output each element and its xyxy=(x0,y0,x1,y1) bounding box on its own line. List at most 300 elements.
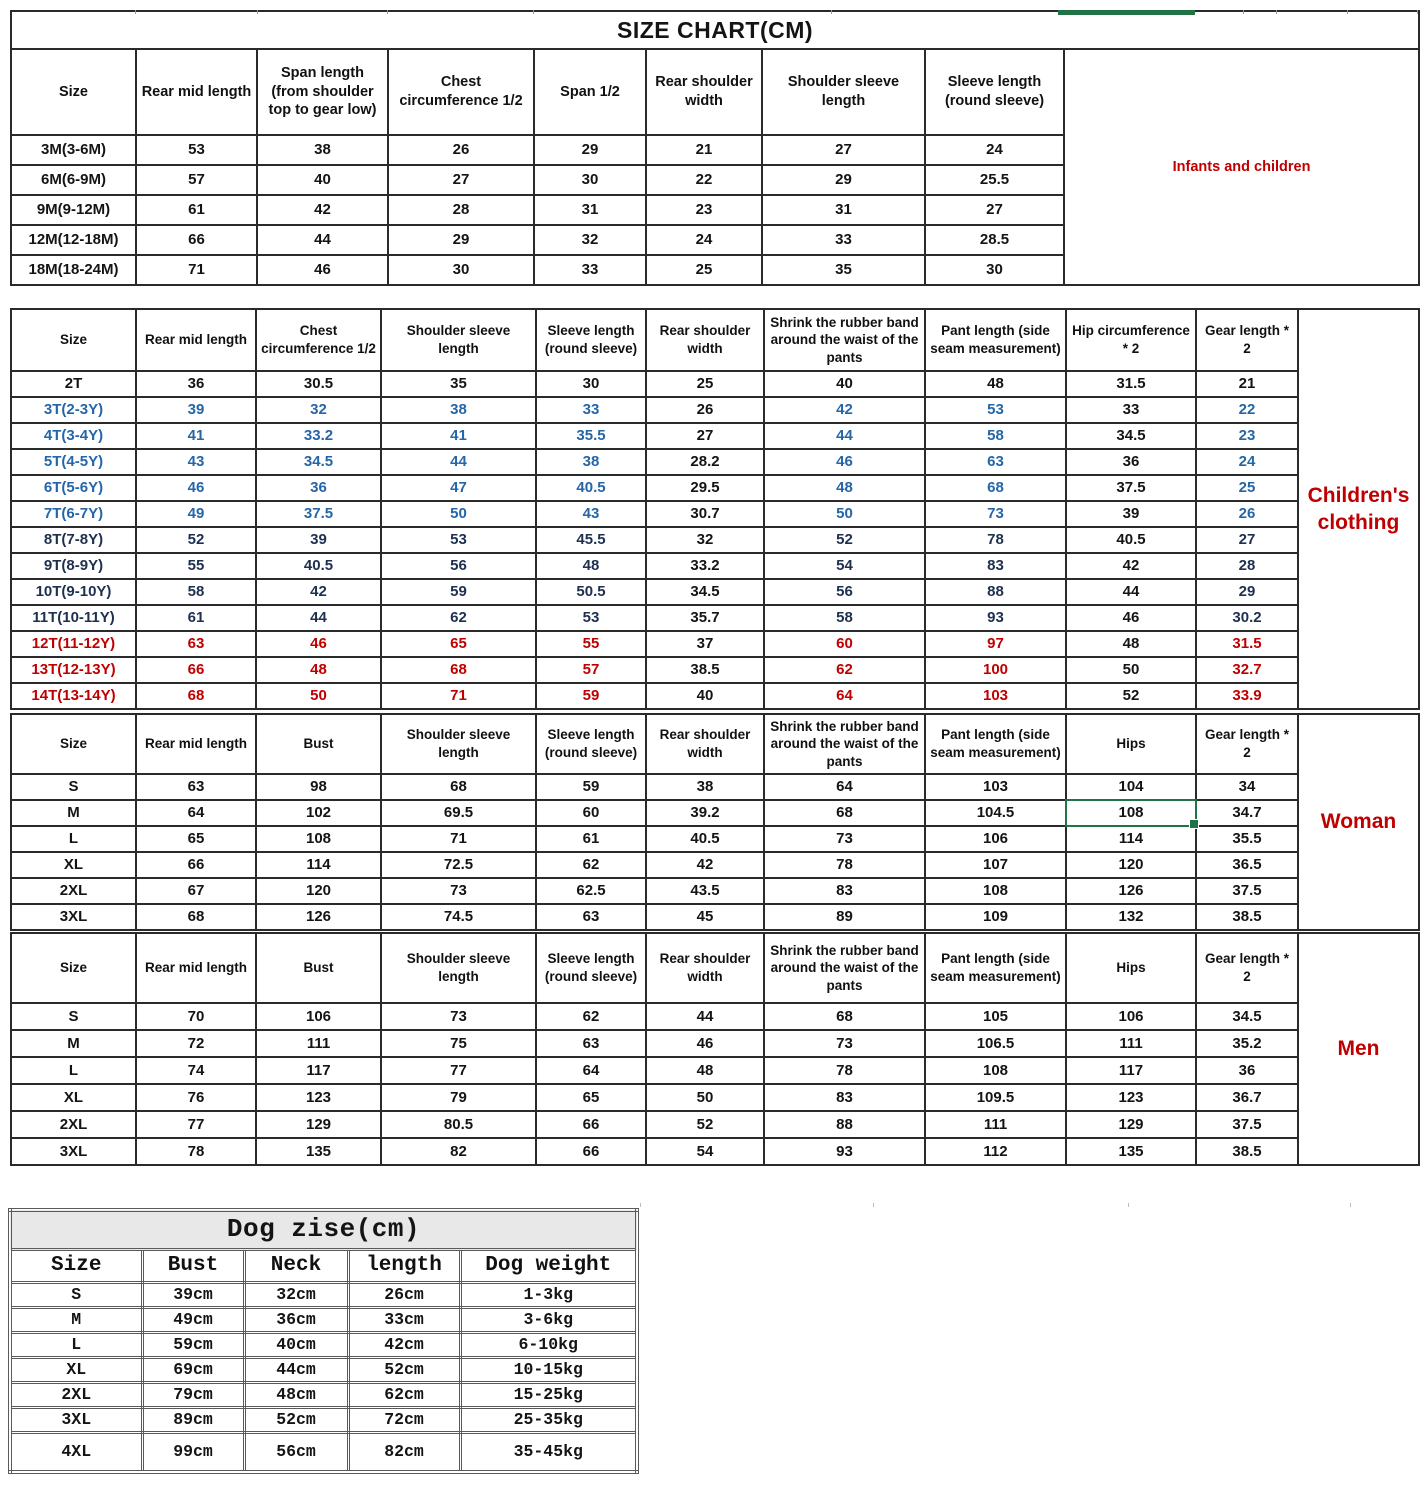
gridline-stub xyxy=(873,1203,874,1207)
column-header: Bust xyxy=(256,933,381,1003)
column-header: Pant length (side seam measurement) xyxy=(925,714,1066,774)
value-cell: 40 xyxy=(646,683,764,709)
value-cell: 23 xyxy=(646,195,762,225)
row-size-label: S xyxy=(10,1283,142,1308)
table-row xyxy=(11,371,1419,397)
column-header: Rear shoulder width xyxy=(646,49,762,135)
value-cell: 57 xyxy=(536,657,646,683)
value-cell: 82 xyxy=(381,1138,536,1165)
value-cell: 62cm xyxy=(348,1383,460,1408)
column-header: Gear length * 2 xyxy=(1196,933,1298,1003)
dog-size-table xyxy=(8,1208,639,1474)
value-cell: 58 xyxy=(764,605,925,631)
value-cell: 32 xyxy=(256,397,381,423)
row-size-label: 8T(7-8Y) xyxy=(11,527,136,553)
value-cell: 74 xyxy=(136,1057,256,1084)
value-cell: 66 xyxy=(536,1138,646,1165)
value-cell: 64 xyxy=(136,800,256,826)
value-cell: 117 xyxy=(256,1057,381,1084)
value-cell: 46 xyxy=(136,475,256,501)
row-size-label: L xyxy=(10,1333,142,1358)
value-cell: 68 xyxy=(136,683,256,709)
value-cell: 34.7 xyxy=(1196,800,1298,826)
column-header: Shrink the rubber band around the waist of the pants xyxy=(764,309,925,371)
value-cell: 66 xyxy=(136,225,257,255)
value-cell: 89cm xyxy=(142,1408,244,1433)
row-size-label: 18M(18-24M) xyxy=(11,255,136,285)
gridline-stub xyxy=(1347,10,1348,14)
value-cell: 31.5 xyxy=(1196,631,1298,657)
value-cell: 37.5 xyxy=(256,501,381,527)
row-size-label: 4T(3-4Y) xyxy=(11,423,136,449)
table-row xyxy=(11,553,1419,579)
value-cell: 28.2 xyxy=(646,449,764,475)
value-cell: 40 xyxy=(257,165,388,195)
value-cell: 98 xyxy=(256,774,381,800)
table-row xyxy=(11,579,1419,605)
value-cell: 38 xyxy=(536,449,646,475)
value-cell: 72 xyxy=(136,1030,256,1057)
value-cell: 120 xyxy=(256,878,381,904)
value-cell: 106 xyxy=(256,1003,381,1030)
value-cell: 132 xyxy=(1066,904,1196,930)
value-cell: 69cm xyxy=(142,1358,244,1383)
value-cell: 49cm xyxy=(142,1308,244,1333)
value-cell: 37 xyxy=(646,631,764,657)
value-cell: 135 xyxy=(1066,1138,1196,1165)
column-header: Dog weight xyxy=(460,1250,637,1283)
gridline-stub xyxy=(1417,10,1418,14)
value-cell: 39cm xyxy=(142,1283,244,1308)
value-cell: 77 xyxy=(381,1057,536,1084)
value-cell: 111 xyxy=(925,1111,1066,1138)
column-header: Rear mid length xyxy=(136,49,257,135)
value-cell: 46 xyxy=(1066,605,1196,631)
value-cell: 37.5 xyxy=(1066,475,1196,501)
value-cell: 61 xyxy=(536,826,646,852)
value-cell: 71 xyxy=(136,255,257,285)
value-cell: 59 xyxy=(381,579,536,605)
value-cell: 27 xyxy=(388,165,534,195)
value-cell: 54 xyxy=(764,553,925,579)
value-cell: 69.5 xyxy=(381,800,536,826)
column-header: Chest circumference 1/2 xyxy=(256,309,381,371)
value-cell: 24 xyxy=(925,135,1064,165)
table-row xyxy=(11,1030,1419,1057)
value-cell: 66 xyxy=(136,657,256,683)
value-cell: 68 xyxy=(381,657,536,683)
value-cell: 72.5 xyxy=(381,852,536,878)
value-cell: 29 xyxy=(762,165,925,195)
value-cell: 50 xyxy=(381,501,536,527)
value-cell: 48 xyxy=(646,1057,764,1084)
value-cell: 52 xyxy=(1066,683,1196,709)
value-cell: 33 xyxy=(534,255,646,285)
value-cell: 33 xyxy=(536,397,646,423)
value-cell: 93 xyxy=(764,1138,925,1165)
row-size-label: XL xyxy=(10,1358,142,1383)
table-row xyxy=(10,1358,637,1383)
row-size-label: 12M(12-18M) xyxy=(11,225,136,255)
value-cell: 73 xyxy=(381,878,536,904)
row-size-label: XL xyxy=(11,1084,136,1111)
value-cell: 42 xyxy=(1066,553,1196,579)
value-cell: 31.5 xyxy=(1066,371,1196,397)
column-header: Size xyxy=(11,49,136,135)
gridline-stub xyxy=(387,10,388,14)
column-header: length xyxy=(348,1250,460,1283)
value-cell: 30.7 xyxy=(646,501,764,527)
value-cell: 27 xyxy=(646,423,764,449)
table-row xyxy=(11,826,1419,852)
value-cell: 48 xyxy=(1066,631,1196,657)
value-cell: 104.5 xyxy=(925,800,1066,826)
value-cell: 42 xyxy=(646,852,764,878)
value-cell: 35.2 xyxy=(1196,1030,1298,1057)
value-cell: 99cm xyxy=(142,1433,244,1473)
table-row xyxy=(11,449,1419,475)
value-cell: 36.7 xyxy=(1196,1084,1298,1111)
value-cell: 44 xyxy=(381,449,536,475)
value-cell: 33.2 xyxy=(256,423,381,449)
value-cell: 48cm xyxy=(244,1383,348,1408)
table-row xyxy=(10,1408,637,1433)
row-size-label: M xyxy=(11,800,136,826)
value-cell: 44cm xyxy=(244,1358,348,1383)
row-size-label: 3XL xyxy=(10,1408,142,1433)
value-cell: 26 xyxy=(646,397,764,423)
gridline-stub xyxy=(257,10,258,14)
value-cell: 104 xyxy=(1066,774,1196,800)
value-cell: 50 xyxy=(1066,657,1196,683)
value-cell: 66 xyxy=(536,1111,646,1138)
value-cell: 24 xyxy=(1196,449,1298,475)
value-cell: 25.5 xyxy=(925,165,1064,195)
value-cell: 71 xyxy=(381,683,536,709)
value-cell: 108 xyxy=(925,878,1066,904)
value-cell: 38.5 xyxy=(646,657,764,683)
value-cell: 28 xyxy=(1196,553,1298,579)
table-row xyxy=(10,1333,637,1358)
value-cell: 39 xyxy=(1066,501,1196,527)
value-cell: 47 xyxy=(381,475,536,501)
value-cell: 35-45kg xyxy=(460,1433,637,1473)
value-cell: 34.5 xyxy=(1066,423,1196,449)
group-label: Woman xyxy=(1298,714,1419,930)
value-cell: 54 xyxy=(646,1138,764,1165)
value-cell: 31 xyxy=(534,195,646,225)
value-cell: 24 xyxy=(646,225,762,255)
value-cell: 89 xyxy=(764,904,925,930)
value-cell: 74.5 xyxy=(381,904,536,930)
table-row xyxy=(11,1138,1419,1165)
value-cell: 50 xyxy=(764,501,925,527)
table-row xyxy=(11,800,1419,826)
value-cell: 106.5 xyxy=(925,1030,1066,1057)
value-cell: 3-6kg xyxy=(460,1308,637,1333)
value-cell: 39 xyxy=(256,527,381,553)
value-cell: 56cm xyxy=(244,1433,348,1473)
value-cell: 1-3kg xyxy=(460,1283,637,1308)
column-header: Size xyxy=(11,309,136,371)
value-cell: 68 xyxy=(136,904,256,930)
row-size-label: 2XL xyxy=(11,1111,136,1138)
value-cell: 103 xyxy=(925,774,1066,800)
value-cell: 38 xyxy=(646,774,764,800)
column-header: Rear mid length xyxy=(136,933,256,1003)
value-cell: 35 xyxy=(762,255,925,285)
value-cell: 62 xyxy=(764,657,925,683)
value-cell: 82cm xyxy=(348,1433,460,1473)
value-cell: 37.5 xyxy=(1196,878,1298,904)
value-cell: 46 xyxy=(764,449,925,475)
gridline-stub xyxy=(1243,10,1244,14)
value-cell: 83 xyxy=(764,1084,925,1111)
value-cell: 126 xyxy=(1066,878,1196,904)
value-cell: 68 xyxy=(764,800,925,826)
value-cell: 44 xyxy=(764,423,925,449)
column-header: Rear shoulder width xyxy=(646,309,764,371)
row-size-label: 3XL xyxy=(11,904,136,930)
gridline-stub xyxy=(1276,10,1277,14)
value-cell: 105 xyxy=(925,1003,1066,1030)
value-cell: 46 xyxy=(257,255,388,285)
value-cell: 106 xyxy=(1066,1003,1196,1030)
value-cell: 78 xyxy=(136,1138,256,1165)
value-cell: 27 xyxy=(925,195,1064,225)
value-cell: 71 xyxy=(381,826,536,852)
value-cell: 68 xyxy=(764,1003,925,1030)
value-cell: 53 xyxy=(381,527,536,553)
value-cell: 34.5 xyxy=(646,579,764,605)
value-cell: 40.5 xyxy=(1066,527,1196,553)
infants-size-table xyxy=(10,10,1420,286)
value-cell: 15-25kg xyxy=(460,1383,637,1408)
value-cell: 40 xyxy=(764,371,925,397)
value-cell: 108 xyxy=(925,1057,1066,1084)
value-cell: 106 xyxy=(925,826,1066,852)
value-cell: 112 xyxy=(925,1138,1066,1165)
gridline-stub xyxy=(831,10,832,14)
value-cell: 44 xyxy=(256,605,381,631)
value-cell: 64 xyxy=(764,774,925,800)
value-cell: 29 xyxy=(388,225,534,255)
value-cell: 79cm xyxy=(142,1383,244,1408)
value-cell: 33 xyxy=(1066,397,1196,423)
value-cell: 27 xyxy=(762,135,925,165)
value-cell: 42 xyxy=(256,579,381,605)
value-cell: 72cm xyxy=(348,1408,460,1433)
value-cell: 52 xyxy=(646,1111,764,1138)
value-cell: 30 xyxy=(536,371,646,397)
value-cell: 30.5 xyxy=(256,371,381,397)
size-chart-sheet xyxy=(0,10,1428,1510)
row-size-label: M xyxy=(10,1308,142,1333)
woman-size-table xyxy=(10,713,1420,931)
gridline-stub xyxy=(135,10,136,14)
value-cell: 78 xyxy=(764,1057,925,1084)
value-cell: 40.5 xyxy=(536,475,646,501)
value-cell: 41 xyxy=(136,423,256,449)
value-cell: 42 xyxy=(257,195,388,225)
value-cell: 32cm xyxy=(244,1283,348,1308)
value-cell: 59 xyxy=(536,683,646,709)
value-cell: 97 xyxy=(925,631,1066,657)
row-size-label: 9M(9-12M) xyxy=(11,195,136,225)
selection-range-bar xyxy=(1058,10,1195,15)
value-cell: 35 xyxy=(381,371,536,397)
value-cell: 59cm xyxy=(142,1333,244,1358)
row-size-label: 6T(5-6Y) xyxy=(11,475,136,501)
value-cell: 36 xyxy=(1066,449,1196,475)
row-size-label: 10T(9-10Y) xyxy=(11,579,136,605)
value-cell: 68 xyxy=(925,475,1066,501)
column-header: Rear shoulder width xyxy=(646,933,764,1003)
value-cell: 30 xyxy=(534,165,646,195)
value-cell: 26 xyxy=(388,135,534,165)
row-size-label: XL xyxy=(11,852,136,878)
value-cell: 38.5 xyxy=(1196,904,1298,930)
column-header: Sleeve length (round sleeve) xyxy=(925,49,1064,135)
row-size-label: 9T(8-9Y) xyxy=(11,553,136,579)
column-header: Rear shoulder width xyxy=(646,714,764,774)
row-size-label: L xyxy=(11,1057,136,1084)
value-cell: 88 xyxy=(925,579,1066,605)
value-cell: 43.5 xyxy=(646,878,764,904)
value-cell: 39 xyxy=(136,397,256,423)
column-header: Shoulder sleeve length xyxy=(381,714,536,774)
value-cell: 48 xyxy=(764,475,925,501)
value-cell: 114 xyxy=(1066,826,1196,852)
value-cell: 63 xyxy=(136,774,256,800)
value-cell: 80.5 xyxy=(381,1111,536,1138)
value-cell: 65 xyxy=(381,631,536,657)
value-cell: 36 xyxy=(1196,1057,1298,1084)
column-header: Shoulder sleeve length xyxy=(381,933,536,1003)
value-cell: 6-10kg xyxy=(460,1333,637,1358)
value-cell: 61 xyxy=(136,605,256,631)
value-cell: 30 xyxy=(925,255,1064,285)
value-cell: 79 xyxy=(381,1084,536,1111)
value-cell: 32 xyxy=(646,527,764,553)
row-size-label: 3M(3-6M) xyxy=(11,135,136,165)
men-size-table xyxy=(10,932,1420,1166)
value-cell: 29.5 xyxy=(646,475,764,501)
value-cell: 63 xyxy=(925,449,1066,475)
value-cell: 39.2 xyxy=(646,800,764,826)
value-cell: 56 xyxy=(764,579,925,605)
value-cell: 60 xyxy=(764,631,925,657)
value-cell: 65 xyxy=(536,1084,646,1111)
value-cell: 22 xyxy=(1196,397,1298,423)
value-cell: 38.5 xyxy=(1196,1138,1298,1165)
column-header: Shrink the rubber band around the waist of the pants xyxy=(764,714,925,774)
column-header: Bust xyxy=(256,714,381,774)
group-label: Men xyxy=(1298,933,1419,1165)
column-header: Span 1/2 xyxy=(534,49,646,135)
table-row xyxy=(11,527,1419,553)
value-cell: 53 xyxy=(925,397,1066,423)
value-cell: 62.5 xyxy=(536,878,646,904)
value-cell: 63 xyxy=(536,1030,646,1057)
value-cell: 107 xyxy=(925,852,1066,878)
row-size-label: 5T(4-5Y) xyxy=(11,449,136,475)
value-cell: 33.2 xyxy=(646,553,764,579)
value-cell: 44 xyxy=(257,225,388,255)
column-header: Shrink the rubber band around the waist of the pants xyxy=(764,933,925,1003)
value-cell: 111 xyxy=(1066,1030,1196,1057)
value-cell: 28 xyxy=(388,195,534,225)
value-cell: 46 xyxy=(646,1030,764,1057)
table-row xyxy=(10,1283,637,1308)
value-cell: 33 xyxy=(762,225,925,255)
value-cell: 52cm xyxy=(244,1408,348,1433)
value-cell: 78 xyxy=(764,852,925,878)
value-cell: 52cm xyxy=(348,1358,460,1383)
value-cell: 53 xyxy=(536,605,646,631)
value-cell: 78 xyxy=(925,527,1066,553)
value-cell: 25-35kg xyxy=(460,1408,637,1433)
value-cell: 58 xyxy=(925,423,1066,449)
value-cell: 67 xyxy=(136,878,256,904)
value-cell: 32.7 xyxy=(1196,657,1298,683)
value-cell: 50 xyxy=(646,1084,764,1111)
value-cell: 50 xyxy=(256,683,381,709)
value-cell: 34 xyxy=(1196,774,1298,800)
value-cell: 103 xyxy=(925,683,1066,709)
value-cell: 126 xyxy=(256,904,381,930)
value-cell: 109.5 xyxy=(925,1084,1066,1111)
column-header: Chest circumference 1/2 xyxy=(388,49,534,135)
value-cell: 61 xyxy=(136,195,257,225)
column-header: Size xyxy=(11,933,136,1003)
value-cell: 43 xyxy=(536,501,646,527)
value-cell: 26 xyxy=(1196,501,1298,527)
row-size-label: M xyxy=(11,1030,136,1057)
row-size-label: 12T(11-12Y) xyxy=(11,631,136,657)
column-header: Sleeve length (round sleeve) xyxy=(536,714,646,774)
gridline-stub xyxy=(533,10,534,14)
value-cell: 48 xyxy=(536,553,646,579)
table-row xyxy=(10,1433,637,1473)
group-label: Children's clothing xyxy=(1298,309,1419,709)
row-size-label: S xyxy=(11,1003,136,1030)
value-cell: 50.5 xyxy=(536,579,646,605)
column-header: Span length (from shoulder top to gear low) xyxy=(257,49,388,135)
value-cell: 108 xyxy=(1066,800,1196,826)
value-cell: 52 xyxy=(136,527,256,553)
value-cell: 40.5 xyxy=(646,826,764,852)
table-row xyxy=(11,1084,1419,1111)
value-cell: 41 xyxy=(381,423,536,449)
row-size-label: 14T(13-14Y) xyxy=(11,683,136,709)
table-row xyxy=(11,423,1419,449)
value-cell: 45 xyxy=(646,904,764,930)
row-size-label: 11T(10-11Y) xyxy=(11,605,136,631)
column-header: Sleeve length (round sleeve) xyxy=(536,309,646,371)
value-cell: 83 xyxy=(925,553,1066,579)
column-header: Gear length * 2 xyxy=(1196,714,1298,774)
value-cell: 114 xyxy=(256,852,381,878)
value-cell: 38 xyxy=(257,135,388,165)
value-cell: 102 xyxy=(256,800,381,826)
value-cell: 22 xyxy=(646,165,762,195)
table-row xyxy=(10,1383,637,1408)
column-header: Hips xyxy=(1066,933,1196,1003)
row-size-label: 6M(6-9M) xyxy=(11,165,136,195)
value-cell: 28.5 xyxy=(925,225,1064,255)
table-title: SIZE CHART(CM) xyxy=(11,11,1419,49)
